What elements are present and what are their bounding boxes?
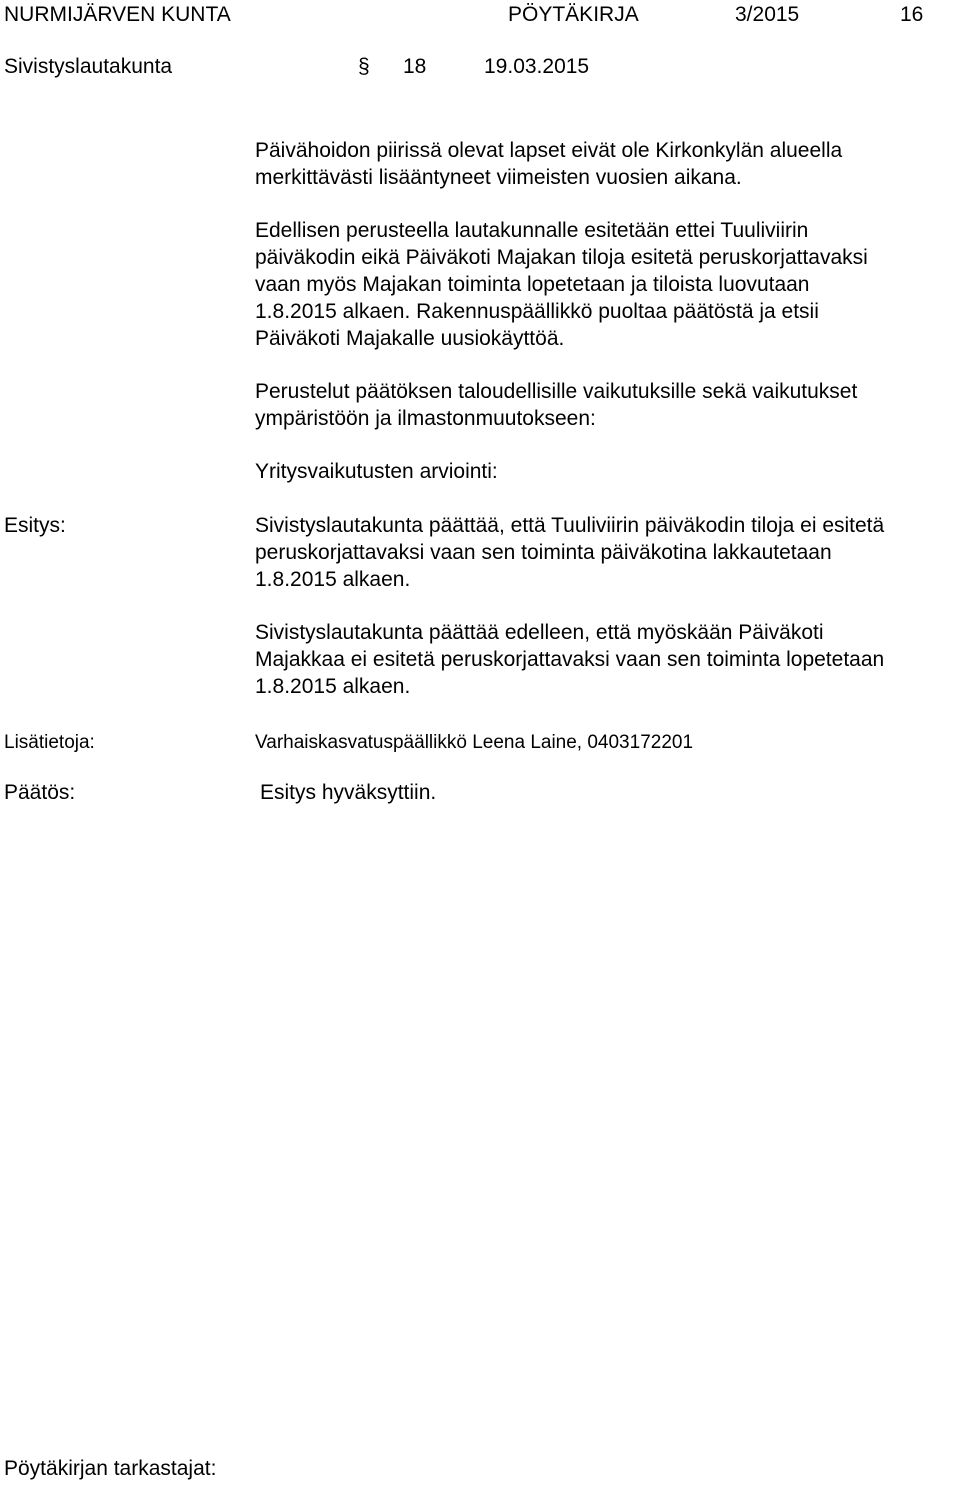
text-line: Perustelut päätöksen taloudellisille vaikutuksille sekä vaikutukset bbox=[255, 380, 858, 403]
page-number: 16 bbox=[900, 3, 924, 26]
text-line: Sivistyslautakunta päättää edelleen, että myöskään Päiväkoti bbox=[255, 621, 824, 644]
footer-reviewers-label: Pöytäkirjan tarkastajat: bbox=[4, 1457, 217, 1480]
text-line: Yritysvaikutusten arviointi: bbox=[255, 460, 498, 483]
proposal-paragraph-2 bbox=[255, 619, 955, 700]
body-paragraph-2 bbox=[255, 217, 955, 352]
body-paragraph-3 bbox=[255, 378, 955, 432]
text-line: Päiväkoti Majakalle uusiokäyttöä. bbox=[255, 327, 565, 350]
document-type: PÖYTÄKIRJA bbox=[508, 3, 639, 26]
text-line: Päivähoidon piirissä olevat lapset eivät ole Kirkonkylän alueella bbox=[255, 139, 843, 162]
text-line: 1.8.2015 alkaen. bbox=[255, 675, 411, 698]
section-number: 18 bbox=[403, 55, 427, 78]
text-line: vaan myös Majakan toiminta lopetetaan ja tiloista luovutaan bbox=[255, 273, 810, 296]
decision-label: Päätös: bbox=[4, 781, 76, 804]
meeting-date: 19.03.2015 bbox=[484, 55, 590, 78]
body-paragraph-1 bbox=[255, 137, 955, 191]
text-line: 1.8.2015 alkaen. Rakennuspäällikkö puoltaa päätöstä ja etsii bbox=[255, 300, 819, 323]
body-paragraph-4 bbox=[255, 458, 955, 485]
municipality-name: NURMIJÄRVEN KUNTA bbox=[4, 3, 231, 26]
document-number: 3/2015 bbox=[735, 3, 800, 26]
text-line: 1.8.2015 alkaen. bbox=[255, 568, 411, 591]
text-line: merkittävästi lisääntyneet viimeisten vuosien aikana. bbox=[255, 166, 742, 189]
text-line: ympäristöön ja ilmastonmuutokseen: bbox=[255, 407, 596, 430]
text-line: peruskorjattavaksi vaan sen toiminta päiväkotina lakkautetaan bbox=[255, 541, 832, 564]
text-line: Sivistyslautakunta päättää, että Tuuliviirin päiväkodin tiloja ei esitetä bbox=[255, 514, 885, 537]
info-label: Lisätietoja: bbox=[4, 732, 95, 753]
decision-value: Esitys hyväksyttiin. bbox=[260, 781, 437, 804]
proposal-label: Esitys: bbox=[4, 514, 66, 537]
committee-name: Sivistyslautakunta bbox=[4, 55, 173, 78]
text-line: Edellisen perusteella lautakunnalle esitetään ettei Tuuliviirin bbox=[255, 219, 809, 242]
info-value: Varhaiskasvatuspäällikkö Leena Laine, 0403172201 bbox=[255, 732, 694, 753]
section-mark: § bbox=[358, 55, 370, 78]
text-line: päiväkodin eikä Päiväkoti Majakan tiloja esitetä peruskorjattavaksi bbox=[255, 246, 868, 269]
proposal-paragraph-1 bbox=[255, 512, 955, 593]
text-line: Majakkaa ei esitetä peruskorjattavaksi vaan sen toiminta lopetetaan bbox=[255, 648, 885, 671]
